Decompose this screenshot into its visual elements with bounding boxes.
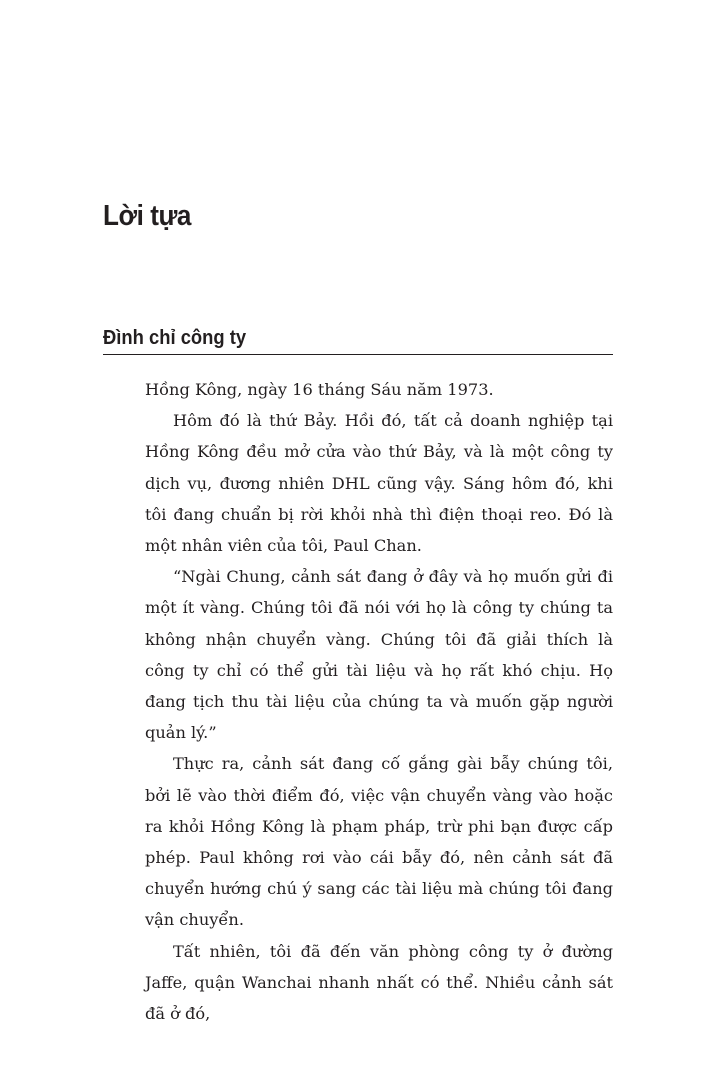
paragraph-2: Hôm đó là thứ Bảy. Hồi đó, tất cả doanh nghiệp tại Hồng Kông đều mở cửa vào thứ Bảy, và là một công ty dịch vụ, đương nhiên DHL cũng vậy. Sáng hôm đó, khi tôi đang chuẩn bị rời khỏi nhà thì điện thoại reo. Đó là một nhân viên của tôi, Paul Chan. <box>145 411 613 556</box>
paragraph-3: “Ngài Chung, cảnh sát đang ở đây và họ muốn gửi đi một ít vàng. Chúng tôi đã nói với họ là công ty chúng ta không nhận chuyển vàng. Chúng tôi đã giải thích là công ty chỉ có thể gửi tài liệu và họ rất khó chịu. Họ đang tịch thu tài liệu của chúng ta và muốn gặp người quản lý.” <box>145 567 613 743</box>
section-divider <box>103 354 613 355</box>
paragraph-5: Tất nhiên, tôi đã đến văn phòng công ty ở đường Jaffe, quận Wanchai nhanh nhất có thể. Nhiều cảnh sát đã ở đó, <box>145 941 613 1024</box>
chapter-title: Lời tựa <box>103 200 191 232</box>
body-text <box>145 374 613 1029</box>
section-title: Đình chỉ công ty <box>103 327 247 349</box>
paragraph-4: Thực ra, cảnh sát đang cố gắng gài bẫy chúng tôi, bởi lẽ vào thời điểm đó, việc vận chuyển vàng vào hoặc ra khỏi Hồng Kông là phạm pháp, trừ phi bạn được cấp phép. Paul không rơi vào cái bẫy đó, nên cảnh sát đã chuyển hướng chú ý sang các tài liệu mà chúng tôi đang vận chuyển. <box>145 754 613 930</box>
paragraph-1: Hồng Kông, ngày 16 tháng Sáu năm 1973. <box>145 380 494 399</box>
